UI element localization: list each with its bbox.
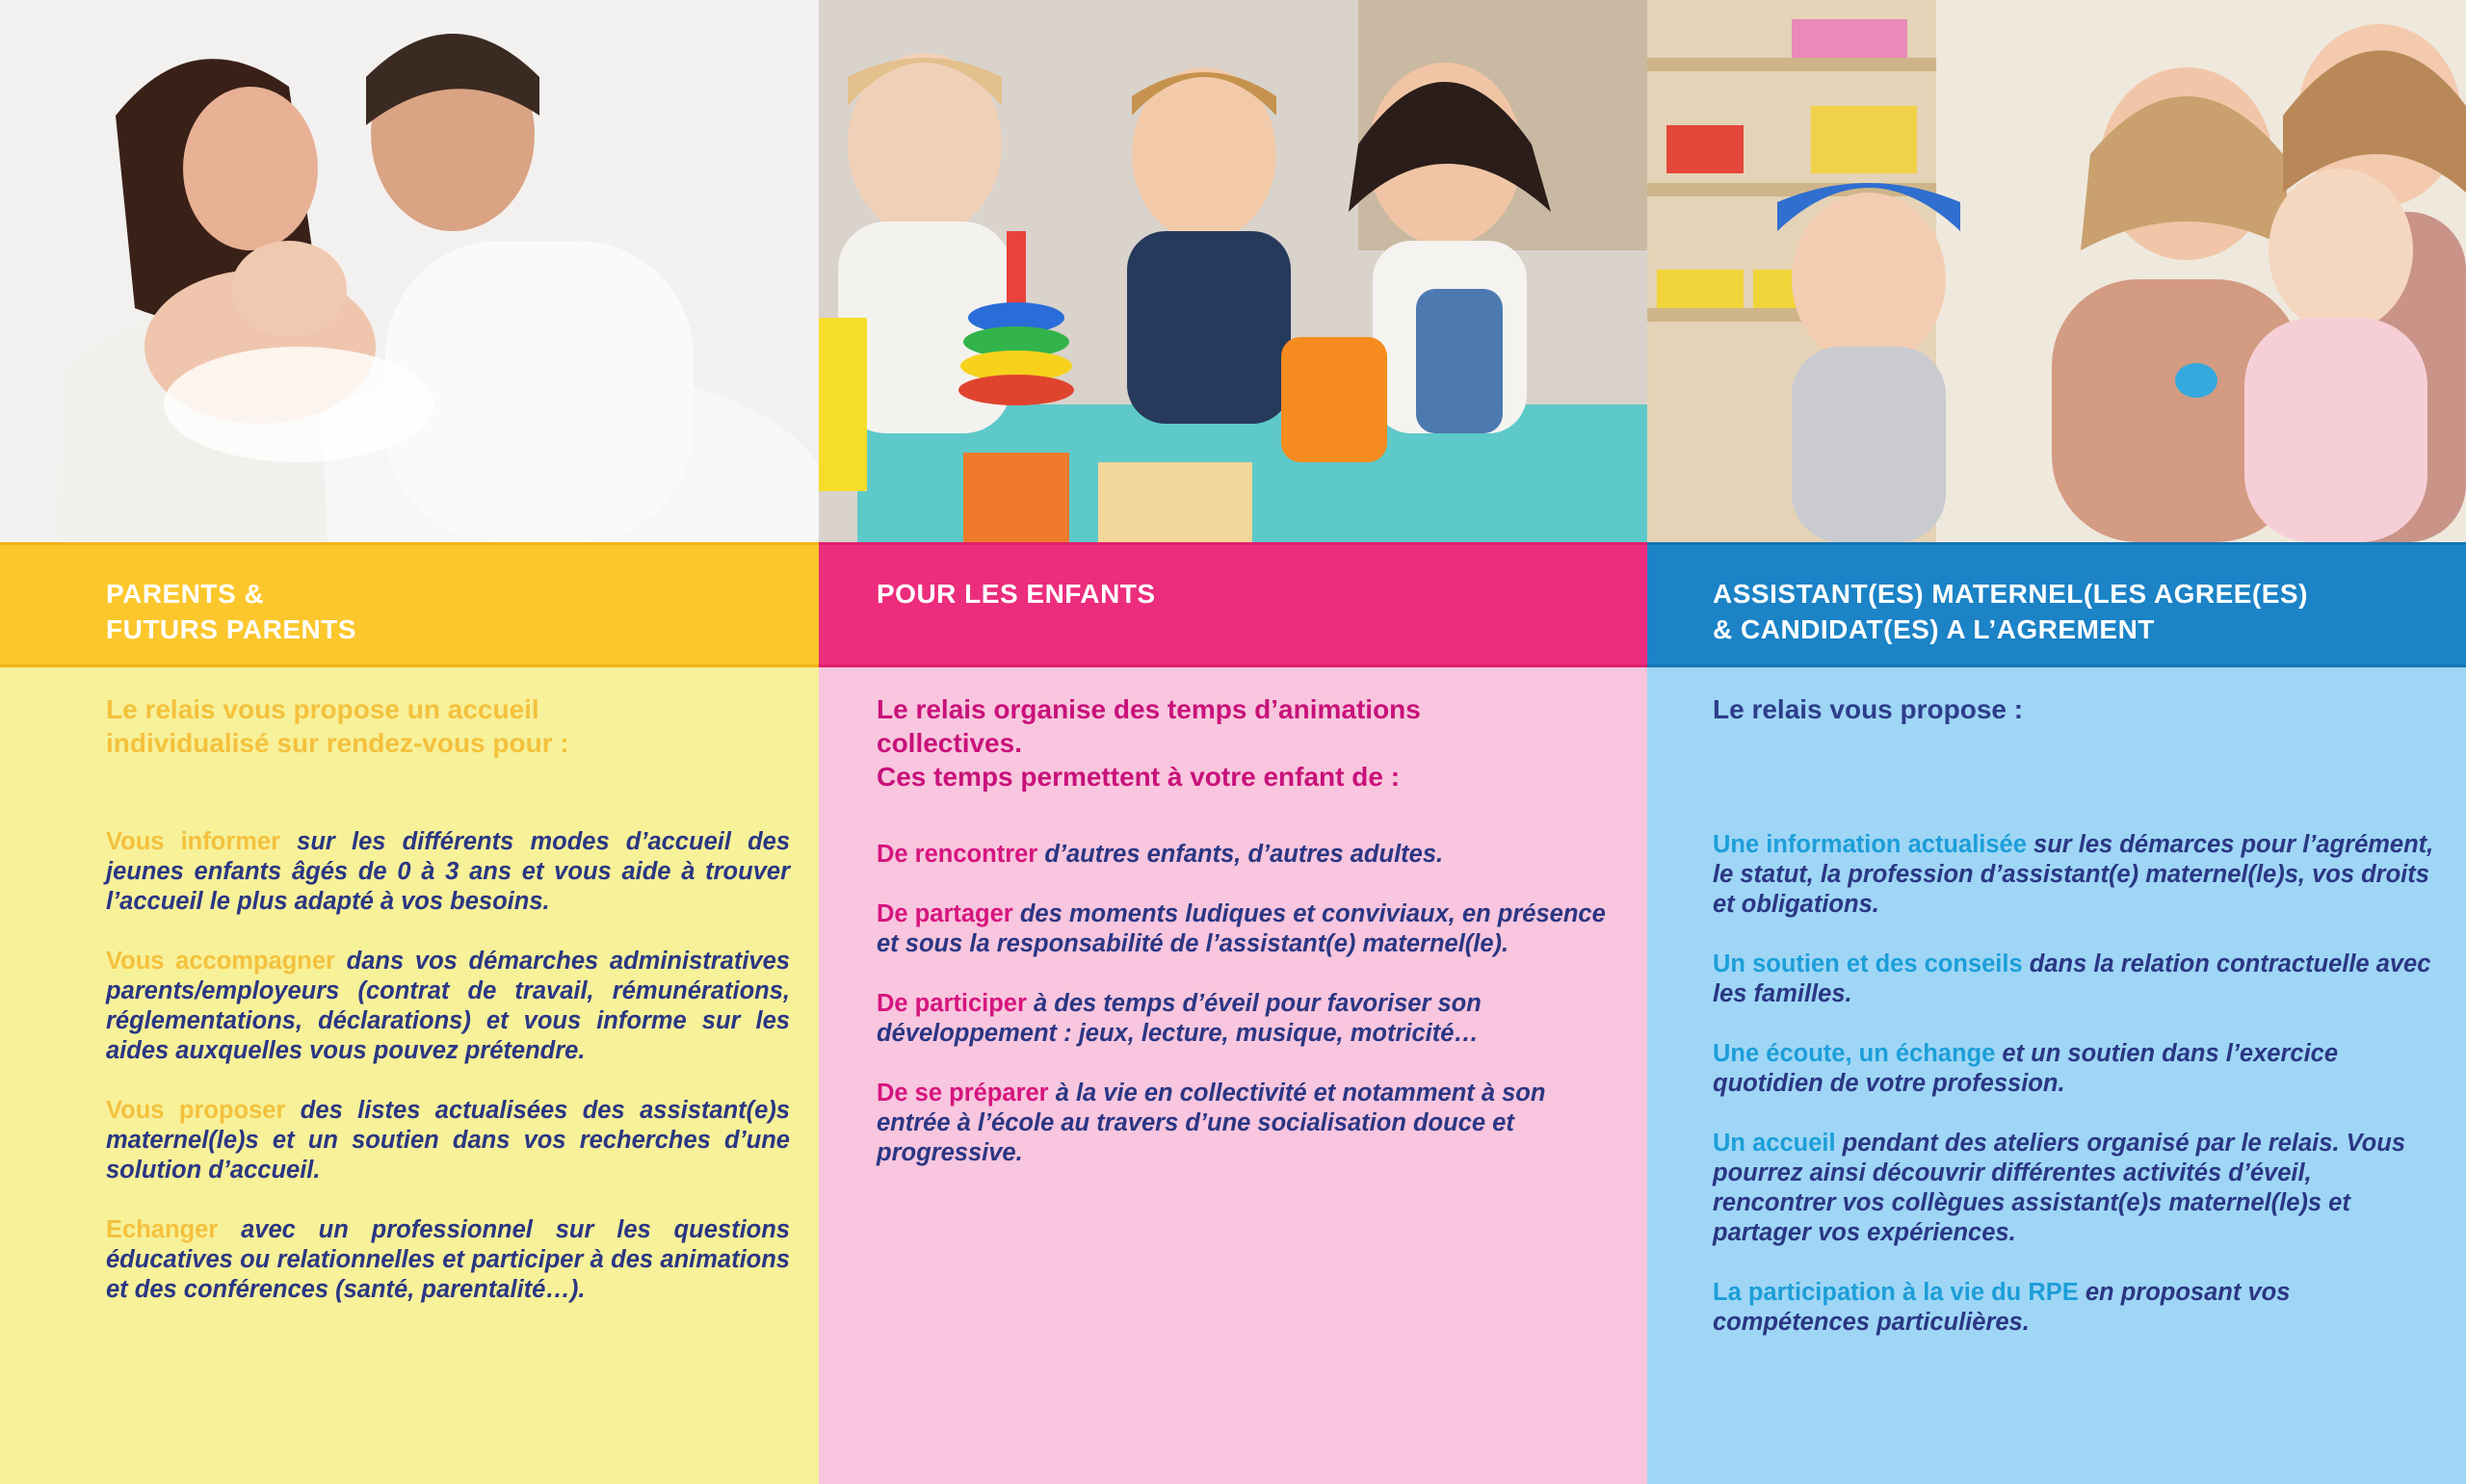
item-highlight: Une information actualisée xyxy=(1713,831,2027,858)
item-text: à des temps d’éveil pour favoriser son développement : jeux, lecture, musique, motricité… xyxy=(877,990,1482,1047)
intro-line: Le relais organise des temps d’animations xyxy=(877,694,1421,724)
intro-line: Ces temps permettent à votre enfant de : xyxy=(877,762,1401,792)
list-item xyxy=(877,989,1609,1049)
item-highlight: Vous accompagner xyxy=(106,948,335,975)
children-heading xyxy=(819,542,1647,667)
item-text: sur les démarces pour l’agrément, le statut, la profession d’assistant(e) maternel(le)s, vos droits et obligations. xyxy=(1713,831,2434,918)
assistants-intro xyxy=(1713,692,2437,726)
list-item xyxy=(1713,950,2437,1009)
item-text: sur les différents modes d’accueil des jeunes enfants âgés de 0 à 3 ans et vous aide à trouver l’accueil le plus adapté à vos besoins. xyxy=(106,828,791,915)
item-highlight: De se préparer xyxy=(877,1080,1049,1106)
parents-body xyxy=(0,667,819,1335)
assistants-items xyxy=(1713,830,2437,1338)
list-item xyxy=(877,899,1609,959)
item-highlight: Une écoute, un échange xyxy=(1713,1040,1996,1067)
parents-intro xyxy=(106,692,790,760)
item-text: en proposant vos compétences particulières. xyxy=(1713,1279,2291,1336)
children-items xyxy=(877,840,1609,1168)
item-highlight: Un soutien et des conseils xyxy=(1713,950,2023,977)
heading-line: & CANDIDAT(ES) A L’AGREMENT xyxy=(1713,614,2155,644)
intro-line: collectives. xyxy=(877,728,1022,758)
list-item xyxy=(106,1096,790,1185)
item-text: dans vos démarches administratives parents/employeurs (contrat de travail, rémunérations, réglementations, déclarations) et vous informe sur les aides auxquelles vous pouvez prétendre. xyxy=(106,948,790,1064)
heading-line: PARENTS & xyxy=(106,579,265,609)
item-text: des listes actualisées des assistant(e)s maternel(le)s et un soutien dans vos recherches d’une solution d’accueil. xyxy=(106,1097,790,1184)
list-item xyxy=(877,840,1609,870)
item-text: et un soutien dans l’exercice quotidien de votre profession. xyxy=(1713,1040,2339,1097)
intro-line: individualisé sur rendez-vous pour : xyxy=(106,728,569,758)
parents-heading xyxy=(0,542,819,667)
list-item xyxy=(877,1079,1609,1168)
assistants-body xyxy=(1647,667,2466,1367)
intro-line: Le relais vous propose un accueil xyxy=(106,694,539,724)
heading-line: POUR LES ENFANTS xyxy=(877,579,1156,609)
assistants-heading xyxy=(1647,542,2466,667)
item-text: à la vie en collectivité et notamment à son entrée à l’école au travers d’une socialisation douce et progressive. xyxy=(877,1080,1546,1166)
item-highlight: De partager xyxy=(877,900,1013,927)
heading-line: FUTURS PARENTS xyxy=(106,614,357,644)
item-highlight: De participer xyxy=(877,990,1027,1017)
item-text: dans la relation contractuelle avec les familles. xyxy=(1713,950,2431,1007)
item-text: pendant des ateliers organisé par le relais. Vous pourrez ainsi découvrir différentes activités d’éveil, rencontrer vos collègues assistant(e)s maternel(le)s et partager vos expériences. xyxy=(1713,1130,2406,1246)
list-item xyxy=(1713,1039,2437,1099)
parents-column xyxy=(0,0,819,1484)
item-highlight: Vous informer xyxy=(106,828,281,855)
item-text: d’autres enfants, d’autres adultes. xyxy=(1037,841,1444,868)
intro-line: Le relais vous propose : xyxy=(1713,694,2024,724)
list-item xyxy=(106,1215,790,1305)
item-highlight: La participation à la vie du RPE xyxy=(1713,1279,2079,1306)
children-photo xyxy=(819,0,1647,542)
children-intro xyxy=(877,692,1609,794)
children-body xyxy=(819,667,1647,1198)
item-text: des moments ludiques et conviviaux, en présence et sous la responsabilité de l’assistant(e) maternel(le). xyxy=(877,900,1606,957)
item-text: avec un professionnel sur les questions éducatives ou relationnelles et participer à des animations et des conférences (santé, parentalité…). xyxy=(106,1216,790,1303)
list-item xyxy=(1713,1278,2437,1338)
heading-line: ASSISTANT(ES) MATERNEL(LES AGREE(ES) xyxy=(1713,579,2308,609)
item-highlight: Echanger xyxy=(106,1216,219,1243)
assistants-column xyxy=(1647,0,2466,1484)
list-item xyxy=(1713,1129,2437,1248)
list-item xyxy=(1713,830,2437,920)
parents-photo xyxy=(0,0,819,542)
parents-items xyxy=(106,827,790,1305)
list-item xyxy=(106,827,790,917)
item-highlight: De rencontrer xyxy=(877,841,1038,868)
assistants-photo xyxy=(1647,0,2466,542)
children-column xyxy=(819,0,1647,1484)
item-highlight: Vous proposer xyxy=(106,1097,286,1124)
item-highlight: Un accueil xyxy=(1713,1130,1836,1157)
list-item xyxy=(106,947,790,1066)
